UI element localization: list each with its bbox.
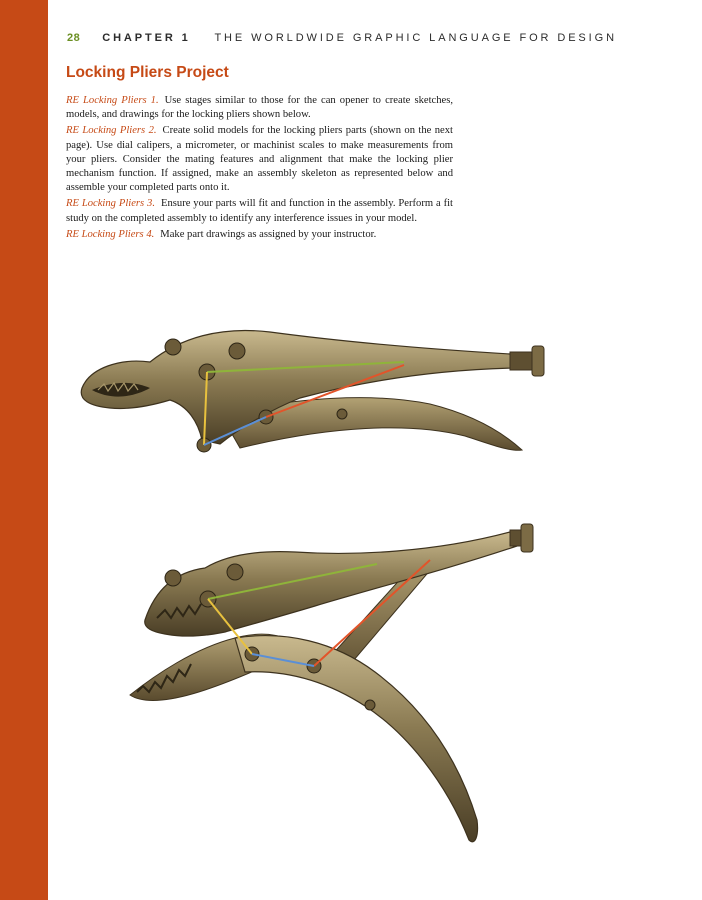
paragraph-text: Use stages similar to those for the can opener to create sketches, models, and drawings for the locking pliers shown below. (66, 95, 453, 121)
paragraph-label: RE Locking Pliers 2. (66, 125, 157, 137)
chapter-label: CHAPTER 1 (102, 32, 191, 44)
paragraph-3 (66, 197, 453, 225)
paragraph-label: RE Locking Pliers 3. (66, 198, 155, 210)
locking-pliers-closed-photo (70, 318, 550, 468)
paragraph-4 (66, 228, 453, 242)
paragraph-label: RE Locking Pliers 4. (66, 228, 155, 240)
page-number: 28 (67, 32, 81, 44)
paragraph-label: RE Locking Pliers 1. (66, 95, 159, 106)
paragraph-2 (66, 124, 453, 195)
section-title: Locking Pliers Project (66, 64, 229, 81)
paragraph-1 (66, 94, 453, 122)
paragraph-text: Ensure your parts will fit and function in the assembly. Perform a fit study on the completed assembly to identify any interference issues in your model. (66, 198, 453, 224)
paragraph-text: Create solid models for the locking pliers parts (shown on the next page). Use dial calipers, a micrometer, or machinist scales to make measurements from your pliers. Consider the mating features and alignment that make the locking plier mechanism function. If assigned, make an assembly skeleton as represented below and assemble your completed parts onto it. (66, 125, 453, 194)
locking-pliers-open-photo (115, 520, 550, 850)
paragraph-text: Make part drawings as assigned by your instructor. (160, 228, 377, 240)
chapter-color-bar (0, 0, 48, 900)
chapter-title: THE WORLDWIDE GRAPHIC LANGUAGE FOR DESIGN (214, 32, 617, 44)
project-instructions (66, 94, 453, 244)
running-header (67, 32, 667, 44)
